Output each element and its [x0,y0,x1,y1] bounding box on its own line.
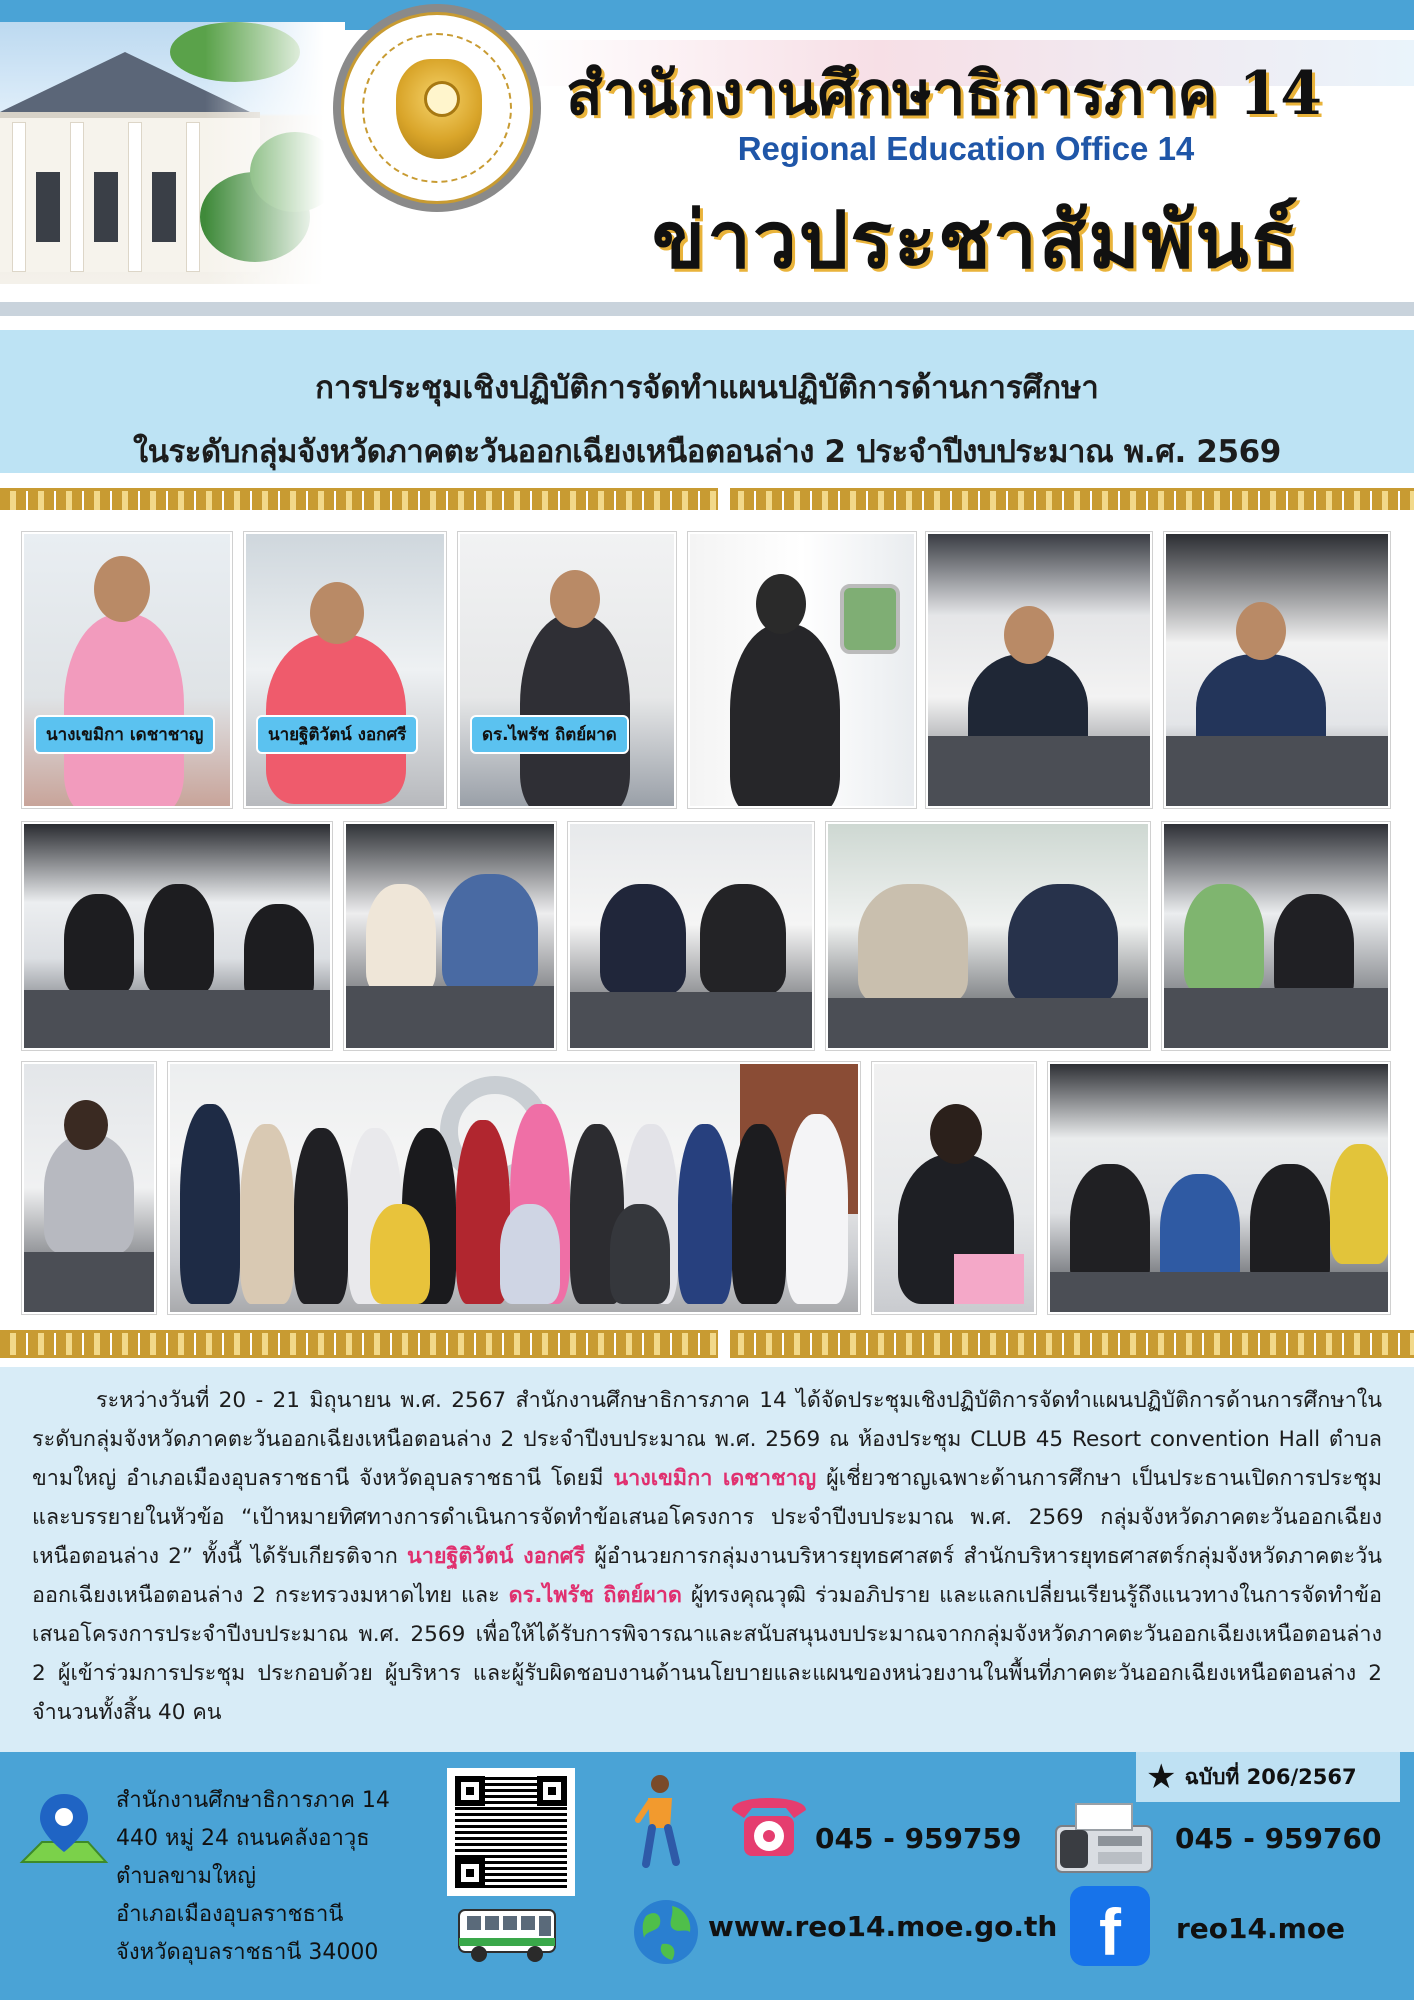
building-window [94,172,118,242]
name-tag: นางเขมิกา เดชาชาญ [34,715,215,754]
person [700,884,786,994]
photo-fade [205,22,345,284]
person [730,624,840,808]
person [64,894,134,994]
building-column [70,122,84,272]
photo-group-all-participants [168,1062,860,1314]
person-head [94,556,150,622]
person [600,884,686,994]
highlight-name-chair: นางเขมิกา เดชาชาญ [613,1466,817,1491]
person [500,1204,560,1304]
highlight-name-expert: ดร.ไพรัช ถิตย์ผาด [508,1583,682,1608]
person [732,1124,786,1304]
body-text-part-3: ผู้อำนวยการกลุ่มงานบริหารยุทธศาสตร์ สำนักบริหารยุทธศาสตร์กลุ่มจังหวัดภาคตะวันออกเฉียงเหนือตอนล่าง 2 กระทรวงมหาดไทย และ [32,1544,1382,1608]
desk [1164,988,1388,1048]
person [240,1124,294,1304]
address-line: สำนักงานศึกษาธิการภาค 14 [116,1788,390,1813]
fax-number[interactable]: 045 - 959760 [1175,1822,1382,1855]
office-building-photo [0,22,345,284]
desk [24,990,330,1048]
person-head [1004,606,1054,664]
map-pin-icon [18,1786,110,1878]
issue-badge [1136,1752,1400,1802]
news-body [0,1367,1414,1752]
person [442,874,538,994]
name-tag: นายฐิติวัตน์ งอกศรี [256,715,418,754]
issue-number: ฉบับที่ 206/2567 [1184,1764,1357,1789]
person-head [1236,602,1286,660]
body-text-part-1: ระหว่างวันที่ 20 - 21 มิถุนายน พ.ศ. 2567 สำนักงานศึกษาธิการภาค 14 ได้จัดประชุมเชิงปฏิบัติการจัดทำแผนปฏิบัติการด้านการศึกษาในระดับกลุ่มจังหวัดภาคตะวันออกเฉียงเหนือตอนล่าง 2 ประจำปีงบประมาณ พ.ศ. 2569 ณ ห้องประชุม CLUB 45 Resort convention Hall ตำบลขามใหญ่ อำเภอเมืองอุบลราชธานี จังหวัดอุบลราชธานี โดยมี [32,1388,1382,1491]
photo-moderator [688,532,916,808]
photo-group-table-1 [22,822,332,1050]
building-window [36,172,60,242]
bus-icon [455,1902,559,1966]
globe-icon [632,1898,700,1966]
building-column [128,122,142,272]
office-title-english: Regional Education Office 14 [737,130,1195,167]
facebook-icon[interactable]: f [1070,1886,1150,1966]
photo-participant-2 [1164,532,1390,808]
walker-icon [630,1774,690,1870]
photo-group-table-5 [1162,822,1390,1050]
photo-group-table-6 [1048,1062,1390,1314]
photo-collage [0,510,1414,1340]
header-banner [0,0,1414,322]
address-line: 440 หมู่ 24 ถนนคลังอาวุธ [116,1826,370,1851]
person [366,884,436,994]
person-head [930,1104,982,1164]
person [786,1114,848,1304]
phone-number[interactable]: 045 - 959759 [815,1822,1022,1855]
person [294,1128,348,1304]
facebook-page-link[interactable]: reo14.moe [1176,1912,1346,1945]
qr-code[interactable] [447,1768,575,1896]
photo-speaker-3 [458,532,676,808]
desk [1050,1272,1388,1312]
person [180,1104,240,1304]
body-text-part-4: ผู้ทรงคุณวุฒิ ร่วมอภิปราย และแลกเปลี่ยนเรียนรู้ถึงแนวทางในการจัดทำข้อเสนอโครงการประจำปีงบประมาณ พ.ศ. 2569 เพื่อให้ได้รับการพิจารณาและสนับสนุนงบประมาณจากกลุ่มจังหวัดภาคตะวันออกเฉียงเหนือตอนล่าง 2 ผู้เข้าร่วมการประชุม ประกอบด้วย ผู้บริหาร และผู้รับผิดชอบงานด้านนโยบายและแผนของหน่วยงานในพื้นที่ภาคตะวันออกเฉียงเหนือตอนล่าง 2 จำนวนทั้งสิ้น 40 คน [32,1583,1383,1725]
person-head [756,574,806,634]
office-address [116,1782,446,1972]
highlight-name-director: นายฐิติวัตน์ งอกศรี [406,1544,586,1569]
fax-icon [1046,1800,1162,1878]
photo-group-table-3 [568,822,814,1050]
photo-speaker-seated [22,1062,156,1314]
photo-speaker-1 [22,532,232,808]
photo-participant-seated [872,1062,1036,1314]
person [1330,1144,1390,1264]
event-title-band [0,330,1414,473]
photo-participant-1 [926,532,1152,808]
office-seal-logo [333,4,541,212]
person [520,614,630,808]
address-line: ตำบลขามใหญ่ [116,1864,256,1889]
qr-finder [537,1776,567,1806]
gold-ornament-border-bottom [0,1330,1414,1358]
header-grey-bar [0,302,1414,316]
person-head [310,582,364,644]
building-window [152,172,176,242]
folder [954,1254,1024,1304]
person [1008,884,1118,1004]
name-tag: ดร.ไพรัช ถิตย์ผาด [470,715,629,754]
qr-finder [455,1776,485,1806]
star-icon: ★ [1146,1757,1177,1797]
window [840,584,900,654]
office-title-thai: สำนักงานศึกษาธิการภาค 14 [566,59,1322,129]
person [370,1204,430,1304]
news-heading: ข่าวประชาสัมพันธ์ [651,195,1301,286]
desk [346,986,554,1048]
event-title-line-1: การประชุมเชิงปฏิบัติการจัดทำแผนปฏิบัติการด้านการศึกษา [315,370,1099,406]
person [678,1124,732,1304]
desk [24,1252,154,1312]
person [1184,884,1264,994]
news-paragraph [32,1381,1382,1732]
body-text-part-2: ผู้เชี่ยวชาญเฉพาะด้านการศึกษา เป็นประธานเปิดการประชุม และบรรยายในหัวข้อ “เป้าหมายทิศทางการดำเนินการจัดทำข้อเสนอโครงการ ประจำปีงบประมาณ พ.ศ. 2569 กลุ่มจังหวัดภาคตะวันออกเฉียงเหนือตอนล่าง 2” ทั้งนี้ ได้รับเกียรติจาก [32,1466,1382,1569]
telephone-icon [724,1788,814,1860]
desk [1166,736,1388,806]
building-column [186,122,200,272]
address-line: จังหวัดอุบลราชธานี 34000 [116,1940,379,1965]
desk [828,998,1148,1048]
photo-group-table-4 [826,822,1150,1050]
event-title-line-2: ในระดับกลุ่มจังหวัดภาคตะวันออกเฉียงเหนือตอนล่าง 2 ประจำปีงบประมาณ พ.ศ. 2569 [133,434,1281,470]
qr-finder [455,1858,485,1888]
building-column [12,122,26,272]
person [858,884,968,1004]
person [144,884,214,994]
person [610,1204,670,1304]
person [64,614,184,808]
photo-speaker-2 [244,532,446,808]
website-link[interactable]: www.reo14.moe.go.th [708,1910,1058,1943]
address-line: อำเภอเมืองอุบลราชธานี [116,1902,344,1927]
desk [928,736,1150,806]
seal-emblem-icon [396,59,482,159]
seal-inner [341,12,533,204]
person [44,1134,134,1254]
person-head [550,570,600,628]
photo-group-table-2 [344,822,556,1050]
desk [570,992,812,1048]
footer-contact [0,1752,1414,2000]
person [244,904,314,1004]
person-head [64,1100,108,1150]
